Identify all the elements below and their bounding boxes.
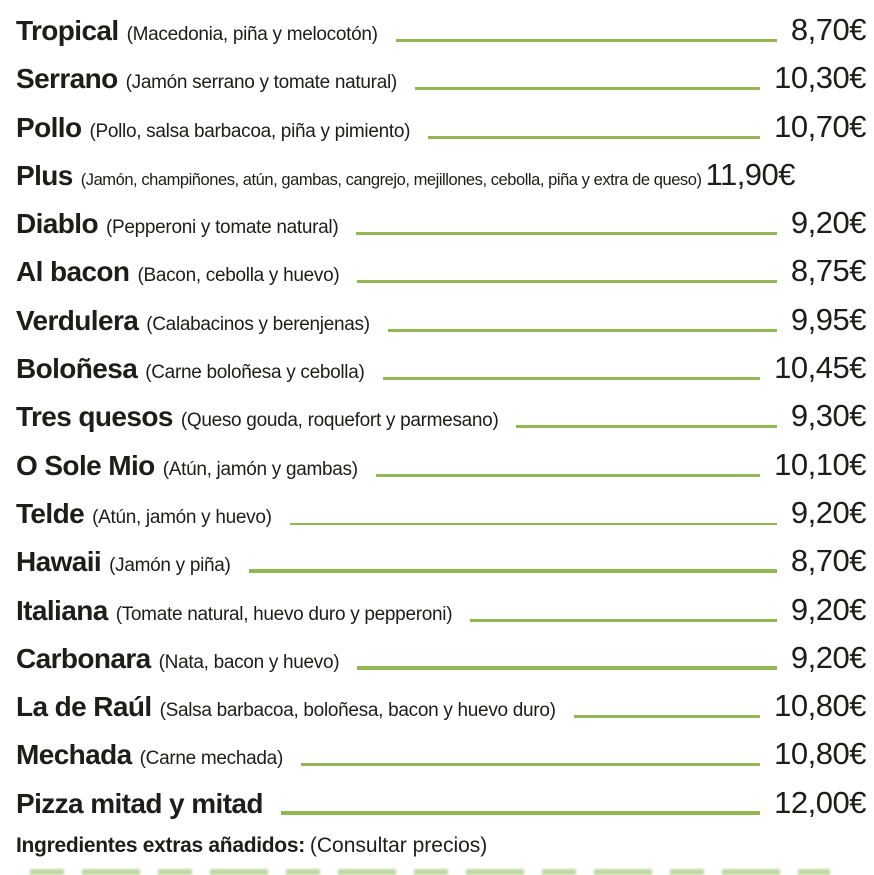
menu-item-row: [16, 51, 866, 99]
item-name: Diablo: [16, 208, 98, 240]
item-name: Plus: [16, 159, 73, 191]
item-description: (Jamón y piña): [109, 555, 231, 577]
menu-item-row: [16, 196, 866, 244]
item-name: La de Raúl: [16, 691, 152, 723]
menu-item-row: [16, 293, 866, 341]
item-name: Pizza mitad y mitad: [16, 787, 263, 819]
item-price: 10,30€: [774, 60, 866, 96]
item-name: Verdulera: [16, 304, 139, 336]
leader-line: [574, 715, 761, 718]
leader-line: [281, 811, 760, 815]
menu-item-row: [16, 244, 866, 292]
menu-item-row: [16, 148, 866, 196]
item-name: Telde: [16, 497, 85, 529]
item-name: Hawaii: [16, 546, 102, 578]
item-description: (Queso gouda, roquefort y parmesano): [180, 410, 499, 432]
item-price: 10,80€: [774, 688, 866, 724]
item-name: Boloñesa: [16, 353, 138, 385]
item-price: 9,20€: [790, 205, 866, 241]
leader-line: [516, 425, 776, 428]
menu-item-row: [16, 438, 866, 486]
leader-line: [290, 523, 777, 525]
item-price: 11,90€: [705, 156, 796, 192]
item-description: (Carne boloñesa y cebolla): [145, 362, 365, 384]
item-name: Mechada: [16, 739, 132, 771]
item-description: (Macedonia, piña y melocotón): [126, 24, 378, 45]
item-description: (Atún, jamón y gambas): [162, 458, 358, 480]
item-price: 10,70€: [774, 108, 866, 144]
item-name: O Sole Mio: [16, 449, 155, 481]
item-description: (Pollo, salsa barbacoa, piña y pimiento): [89, 120, 411, 142]
menu-item-row: [16, 3, 866, 51]
leader-line: [301, 763, 760, 766]
item-price: 9,20€: [790, 494, 866, 530]
item-name: Al bacon: [16, 256, 130, 288]
item-description: (Bacon, cebolla y huevo): [137, 265, 340, 287]
leader-line: [428, 136, 760, 139]
item-price: 9,20€: [790, 639, 866, 675]
item-price: 9,20€: [790, 591, 866, 627]
leader-line: [470, 619, 777, 622]
item-name: Tres quesos: [16, 401, 173, 433]
extras-note: [0, 824, 874, 858]
leader-line: [357, 666, 777, 670]
item-description: (Jamón serrano y tomate natural): [125, 72, 397, 94]
item-description: (Atún, jamón y huevo): [92, 506, 272, 528]
menu-item-row: [16, 631, 866, 679]
menu-item-row: [16, 534, 866, 582]
menu-item-row: [16, 486, 866, 534]
leader-line: [396, 39, 777, 42]
item-description: (Pepperoni y tomate natural): [105, 217, 339, 239]
item-price: 9,30€: [790, 398, 866, 434]
item-description: (Salsa barbacoa, boloñesa, bacon y huevo duro): [159, 700, 556, 722]
item-name: Pollo: [16, 111, 82, 143]
item-price: 12,00€: [774, 784, 866, 820]
item-price: 8,70€: [790, 543, 866, 579]
item-name: Serrano: [16, 63, 118, 95]
menu-item-row: [16, 727, 866, 775]
item-description: (Carne mechada): [139, 748, 283, 770]
extras-note-label: Ingredientes extras añadidos:: [16, 834, 305, 858]
item-name: Italiana: [16, 594, 108, 626]
item-description: (Calabacinos y berenjenas): [146, 313, 370, 335]
menu-item-row: [16, 389, 866, 437]
leader-line: [388, 329, 777, 332]
item-name: Tropical: [16, 15, 119, 46]
item-price: 10,45€: [774, 350, 866, 386]
item-description: (Tomate natural, huevo duro y pepperoni): [115, 603, 453, 625]
item-price: 8,75€: [790, 253, 866, 289]
leader-line: [357, 280, 777, 283]
item-name: Carbonara: [16, 642, 151, 674]
item-price: 8,70€: [790, 12, 866, 47]
item-price: 10,80€: [774, 736, 866, 772]
menu-item-row: [16, 679, 866, 727]
leader-line: [356, 232, 777, 235]
item-description: (Nata, bacon y huevo): [158, 651, 340, 673]
item-price: 10,10€: [774, 446, 866, 482]
leader-line: [415, 87, 760, 90]
cutoff-green-text-strip: [30, 869, 830, 875]
extras-note-text: (Consultar precios): [309, 834, 488, 858]
leader-line: [376, 474, 760, 477]
leader-line: [383, 377, 761, 380]
leader-line: [249, 569, 777, 573]
menu-item-row: [16, 776, 866, 824]
item-description: (Jamón, champiñones, atún, gambas, cangrejo, mejillones, cebolla, piña y extra de queso): [80, 170, 702, 189]
menu-item-row: [16, 583, 866, 631]
menu-item-row: [16, 100, 866, 148]
item-price: 9,95€: [790, 301, 866, 337]
menu-item-row: [16, 341, 866, 389]
